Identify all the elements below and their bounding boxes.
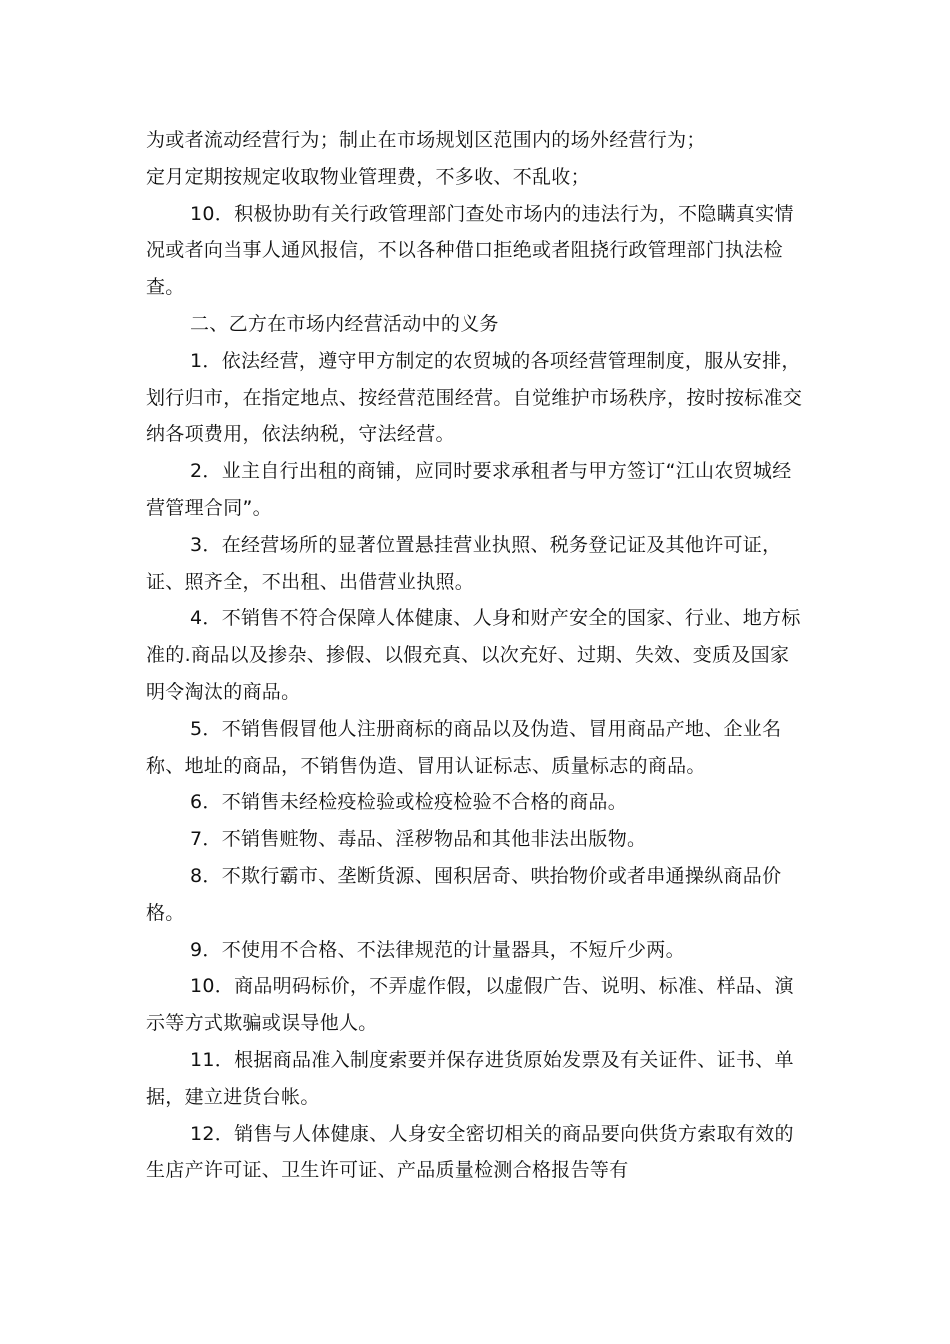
section-heading: 二、乙方在市场内经营活动中的义务 xyxy=(190,312,499,335)
paragraph: 8．不欺行霸市、垄断货源、囤积居奇、哄抬物价或者串通操纵商品价格。 xyxy=(146,864,782,924)
paragraph: 9．不使用不合格、不法律规范的计量器具，不短斤少两。 xyxy=(190,938,685,961)
paragraph: 11．根据商品准入制度索要并保存进货原始发票及有关证件、证书、单据，建立进货台帐。 xyxy=(146,1048,794,1108)
paragraph: 7．不销售赃物、毒品、淫秽物品和其他非法出版物。 xyxy=(190,828,647,851)
paragraph: 2．业主自行出租的商铺，应同时要求承租者与甲方签订“江山农贸城经营管理合同”。 xyxy=(146,460,792,519)
paragraph: 10．积极协助有关行政管理部门查处市场内的违法行为，不隐瞒真实情况或者向当事人通风报信，不以各种借口拒绝或者阻挠行政管理部门执法检查。 xyxy=(146,202,794,299)
paragraph: 4．不销售不符合保障人体健康、人身和财产安全的国家、行业、地方标准的.商品以及掺杂、掺假、以假充真、以次充好、过期、失效、变质及国家明令淘汰的商品。 xyxy=(146,607,801,703)
paragraph: 10．商品明码标价，不弄虚作假，以虚假广告、说明、标准、样品、演示等方式欺骗或误导他人。 xyxy=(146,975,794,1035)
document-body xyxy=(146,122,808,1189)
paragraph: 定月定期按规定收取物业管理费，不多收、不乱收； xyxy=(146,165,590,188)
paragraph: 5．不销售假冒他人注册商标的商品以及伪造、冒用商品产地、企业名称、地址的商品，不销售伪造、冒用认证标志、质量标志的商品。 xyxy=(146,717,782,777)
paragraph: 1．依法经营，遵守甲方制定的农贸城的各项经营管理制度，服从安排，划行归市，在指定地点、按经营范围经营。自觉维护市场秩序，按时按标准交纳各项费用，依法纳税，守法经营。 xyxy=(146,349,803,446)
paragraph: 3．在经营场所的显著位置悬挂营业执照、税务登记证及其他许可证，证、照齐全，不出租、出借营业执照。 xyxy=(146,533,782,593)
paragraph: 12．销售与人体健康、人身安全密切相关的商品要向供货方索取有效的生店产许可证、卫生许可证、产品质量检测合格报告等有 xyxy=(146,1122,794,1182)
paragraph: 6．不销售未经检疫检验或检疫检验不合格的商品。 xyxy=(190,791,627,814)
paragraph: 为或者流动经营行为；制止在市场规划区范围内的场外经营行为； xyxy=(146,129,706,151)
